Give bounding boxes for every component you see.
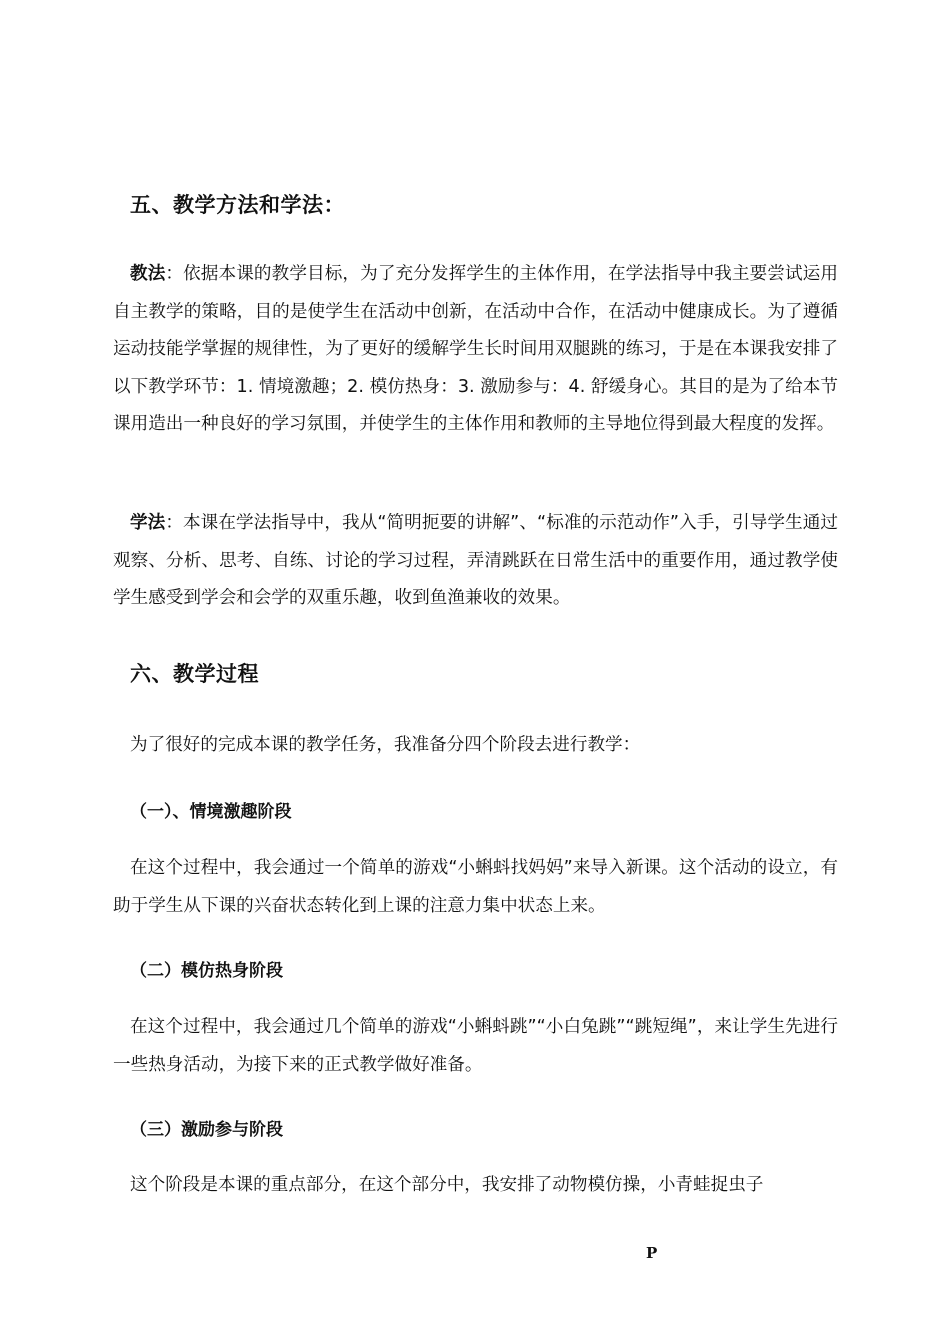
learning-method-paragraph xyxy=(113,505,838,618)
teaching-method-paragraph xyxy=(113,256,838,444)
stage-1-text: 在这个过程中，我会通过一个简单的游戏“小蝌蚪找妈妈”来导入新课。这个活动的设立，有助于学生从下课的兴奋状态转化到上课的注意力集中状态上来。 xyxy=(113,858,838,916)
stage-2-text: 在这个过程中，我会通过几个简单的游戏“小蝌蚪跳”“小白兔跳”“跳短绳”，来让学生先进行一些热身活动，为接下来的正式教学做好准备。 xyxy=(113,1017,838,1075)
learning-method-label: 学法 xyxy=(130,513,166,533)
stage-3-title: （三）激励参与阶段 xyxy=(130,1120,283,1140)
page-marker: P xyxy=(646,1244,658,1262)
section-5-heading: 五、教学方法和学法： xyxy=(130,193,345,217)
stage-1-title: （一）、情境激趣阶段 xyxy=(130,802,292,822)
stage-2-title: （二）模仿热身阶段 xyxy=(130,961,283,981)
learning-method-text: ：本课在学法指导中，我从“简明扼要的讲解”、“标准的示范动作”入手，引导学生通过观察、分析、思考、自练、讨论的学习过程，弄清跳跃在日常生活中的重要作用，通过教学使学生感受到学会和会学的双重乐趣，收到鱼渔兼收的效果。 xyxy=(113,513,838,609)
stage-3-text: 这个阶段是本课的重点部分，在这个部分中，我安排了动物模仿操，小青蛙捉虫子 xyxy=(130,1175,764,1195)
section-6-heading: 六、教学过程 xyxy=(130,662,259,686)
teaching-method-label: 教法 xyxy=(130,264,166,284)
section-6-intro: 为了很好的完成本课的教学任务，我准备分四个阶段去进行教学： xyxy=(130,735,641,755)
teaching-method-text: ：依据本课的教学目标，为了充分发挥学生的主体作用，在学法指导中我主要尝试运用自主教学的策略，目的是使学生在活动中创新，在活动中合作，在活动中健康成长。为了遵循运动技能学掌握的规律性，为了更好的缓解学生长时间用双腿跳的练习，于是在本课我安排了以下教学环节：1. 情境激趣；2. 模仿热身：3. 激励参与：4. 舒缓身心。其目的是为了给本节课用造出一种良好的学习氛围，并使学生的主体作用和教师的主导地位得到最大程度的发挥。 xyxy=(113,264,838,435)
